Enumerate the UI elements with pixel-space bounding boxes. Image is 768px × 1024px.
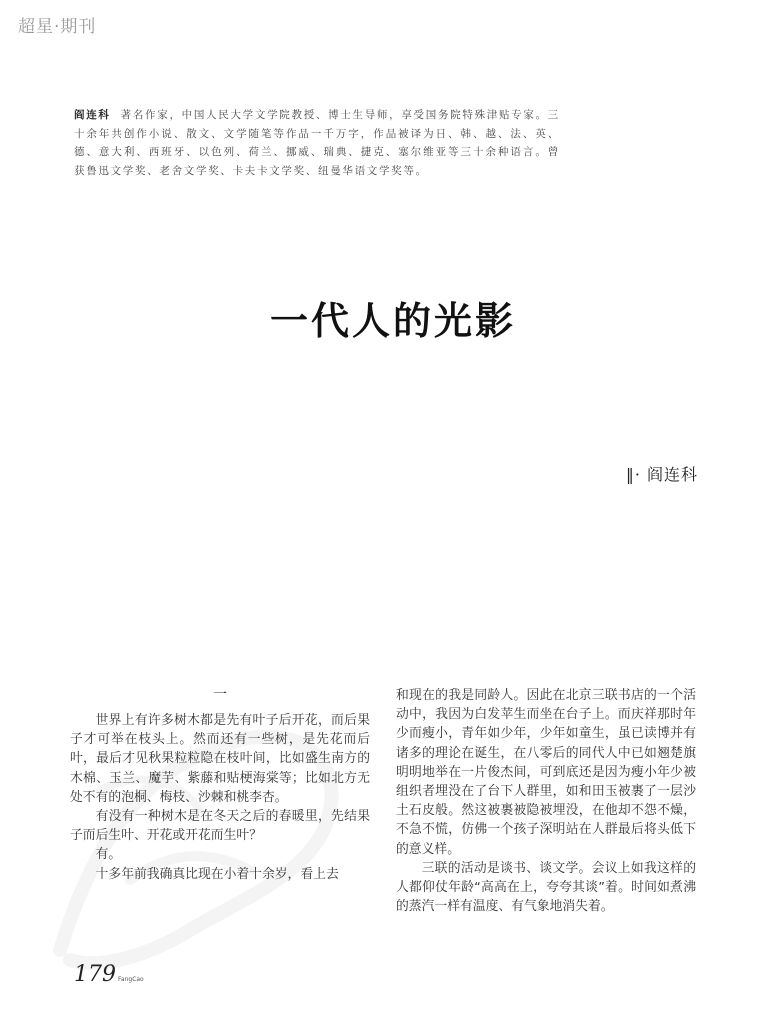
bio-text: 著名作家，中国人民大学文学院教授、博士生导师，享受国务院特殊津贴专家。三十余年共创作小说、散文、文学随笔等作品一千万字，作品被译为日、韩、越、法、英、德、意大利、西班牙、以色列、荷兰、挪威、瑞典、捷克、塞尔维亚等三十余种语言。曾获鲁迅文学奖、老舍文学奖、卡夫卡文学奖、纽曼华语文学奖等。 [74,109,560,177]
section-number: 一 [213,687,227,703]
paragraph: 和现在的我是同龄人。因此在北京三联书店的一个活动中，我因为白发苹生而坐在台子上。而庆祥那时年少而瘦小，青年如少年，少年如童生，虽已读博并有诸多的理论在诞生，在八零后的同代人中已如翘楚旗明明地举在一片俊杰间，可到底还是因为瘦小年少被组织者埋没在了台下人群里，如和田玉被裹了一层沙土石皮般。然这被裹被隐被埋没，在他却不怨不燥，不急不慌，仿佛一个孩子深明站在人群最后将头低下的意义样。 [396,688,696,857]
author-bio [74,106,560,180]
text-column-left [70,686,370,884]
bio-author-name: 阎连科 [74,109,111,121]
paragraph: 三联的活动是谈书、谈文学。会议上如我这样的人都仰仗年龄“高高在上，夸夸其谈”着。时间如煮沸的蒸汽一样有温度、有气象地消失着。 [396,860,696,915]
paragraph: 世界上有许多树木都是先有叶子后开花，而后果子才可举在枝头上。然而还有一些树，是先花而后叶，最后才见秋果粒粒隐在枝叶间，比如盛生南方的木棉、玉兰、魔芋、紫藤和贴梗海棠等；比如北方无处不有的泡桐、梅枝、沙棘和桃李杏。 [70,713,370,805]
paragraph: 有。 [95,847,122,863]
byline: ‖· 阎连科 [625,465,698,484]
footer-brand: FangCao [118,976,144,983]
text-column-right [396,686,696,916]
journal-brand: 超星·期刊 [18,17,97,37]
paragraph: 有没有一种树木是在冬天之后的春暖里，先结果子而后生叶、开花或开花而生叶？ [70,809,370,844]
article-title: 一代人的光影 [269,299,516,343]
page-number [74,962,144,987]
paragraph: 十多年前我确真比现在小着十余岁，看上去 [95,866,339,882]
page-number-value: 179 [74,962,116,987]
